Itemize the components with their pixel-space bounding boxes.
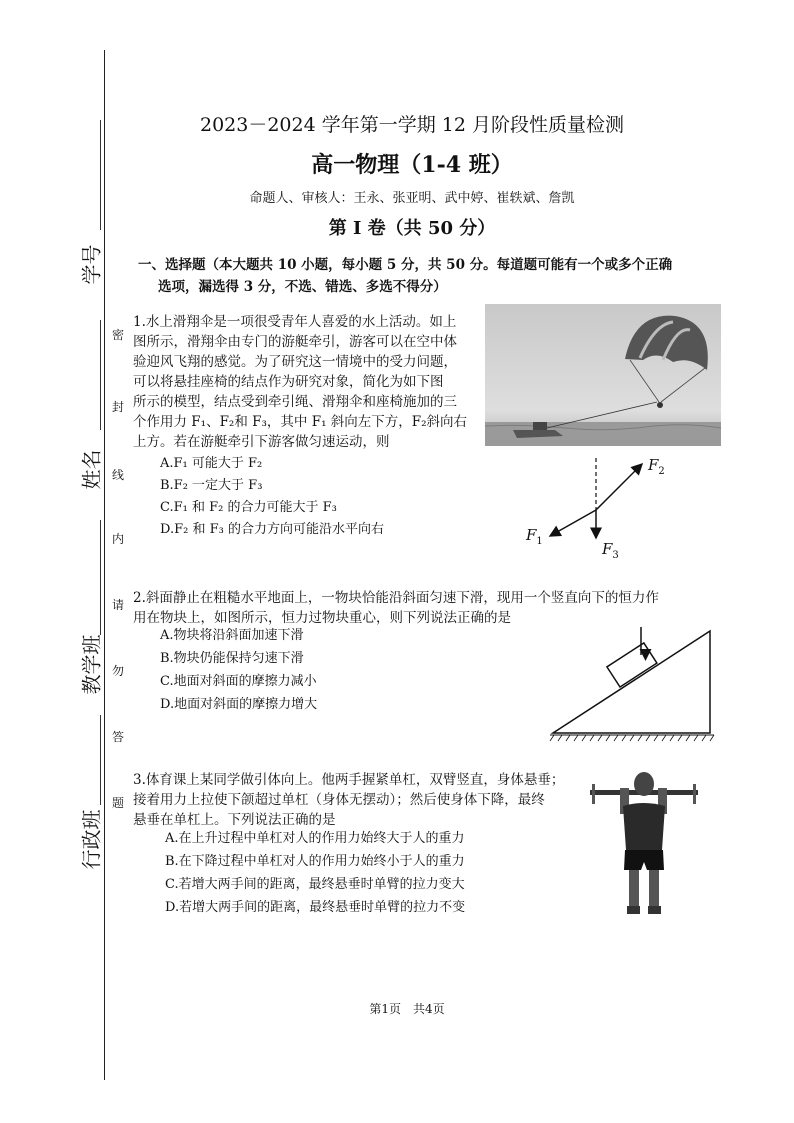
question-1-line: 个作用力 F₁、F₂和 F₃，其中 F₁ 斜向左下方，F₂斜向右 xyxy=(133,414,468,430)
seal-char: 勿 xyxy=(112,664,125,678)
pullup-photo xyxy=(590,770,698,920)
section-instructions xyxy=(138,254,708,298)
seal-char: 线 xyxy=(112,468,125,482)
seal-char: 密 xyxy=(112,328,125,342)
question-3-line: 悬垂在单杠上。下列说法正确的是 xyxy=(133,812,336,828)
incline-diagram xyxy=(548,625,718,745)
question-2-options xyxy=(160,627,460,719)
authors-line: 命题人、审核人：王永、张亚明、武中婷、崔轶斌、詹凯 xyxy=(249,191,575,206)
question-1-options xyxy=(160,455,460,543)
question-3-option-a: A.在上升过程中单杠对人的作用力始终大于人的重力 xyxy=(165,831,465,846)
instruction-line: 选项，漏选得 3 分，不选、错选、多选不得分） xyxy=(158,279,447,295)
incline-slope xyxy=(553,631,710,733)
question-2-line: 用在物块上，如图所示，恒力过物块重心，则下列说法正确的是 xyxy=(133,610,511,626)
question-1-line: 所示的模型，结点受到牵引绳、滑翔伞和座椅施加的三 xyxy=(133,394,457,410)
admin-class-field-line xyxy=(100,715,101,805)
ground-hatching xyxy=(550,735,714,741)
subject-title: 高一物理（1-4 班） xyxy=(311,152,513,178)
seal-char: 答 xyxy=(112,730,125,744)
question-3-option-b: B.在下降过程中单杠对人的作用力始终小于人的重力 xyxy=(165,854,465,869)
page-number: 第1页 共4页 xyxy=(369,1002,445,1016)
force-diagram xyxy=(520,452,680,562)
seal-char: 内 xyxy=(112,532,125,546)
instruction-line: 一、选择题（本大题共 10 小题，每小题 5 分，共 50 分。每道题可能有一个或多个正确 xyxy=(138,257,673,273)
name-label: 姓名 xyxy=(79,449,104,490)
seal-char: 封 xyxy=(112,400,125,414)
force-f1-arrow xyxy=(550,510,596,536)
seal-char: 请 xyxy=(112,598,125,612)
question-1-line: 可以将悬挂座椅的结点作为研究对象，简化为如下图 xyxy=(133,374,444,390)
sliding-block xyxy=(607,643,657,687)
section-title: 第 I 卷（共 50 分） xyxy=(328,218,496,239)
f3-label: $F_3$ xyxy=(602,540,619,561)
question-1-line: 验迎风飞翔的感觉。为了研究这一情境中的受力问题， xyxy=(133,354,457,370)
question-1-line: 上方。若在游艇牵引下游客做匀速运动，则 xyxy=(133,434,390,450)
parasailing-photo-image xyxy=(485,304,721,446)
name-field-line xyxy=(100,320,101,430)
question-3-option-c: C.若增大两手间的距离，最终悬垂时单臂的拉力变大 xyxy=(165,877,465,892)
seal-char: 题 xyxy=(112,796,125,810)
question-3-stem xyxy=(133,770,583,830)
incline-diagram-svg xyxy=(548,625,718,745)
student-id-label: 学号 xyxy=(79,244,104,285)
parasailing-photo xyxy=(485,304,721,446)
admin-class-label: 行政班 xyxy=(79,809,104,870)
question-1-option-d: D.F₂ 和 F₃ 的合力方向可能沿水平向右 xyxy=(160,522,384,537)
question-1-option-b: B.F₂ 一定大于 F₃ xyxy=(160,478,263,493)
question-3-line: 3.体育课上某同学做引体向上。他两手握紧单杠，双臂竖直，身体悬垂； xyxy=(133,772,565,788)
question-2-line: 2.斜面静止在粗糙水平地面上，一物块恰能沿斜面匀速下滑，现用一个竖直向下的恒力作 xyxy=(133,590,659,606)
question-1-line: 图所示，滑翔伞由专门的游艇牵引，游客可以在空中体 xyxy=(133,334,457,350)
question-3-option-d: D.若增大两手间的距离，最终悬垂时单臂的拉力不变 xyxy=(165,900,466,915)
question-1-option-a: A.F₁ 可能大于 F₂ xyxy=(160,456,263,471)
question-2-option-c: C.地面对斜面的摩擦力减小 xyxy=(160,674,317,689)
question-1-line: 1.水上滑翔伞是一项很受青年人喜爱的水上活动。如上 xyxy=(133,314,457,330)
question-3-line: 接着用力上拉使下颌超过单杠（身体无摆动）；然后使身体下降，最终 xyxy=(133,792,545,808)
exam-title: 2023－2024 学年第一学期 12 月阶段性质量检测 xyxy=(199,114,624,136)
teaching-class-field-line xyxy=(100,520,101,635)
question-2-option-d: D.地面对斜面的摩擦力增大 xyxy=(160,697,318,712)
question-2-option-a: A.物块将沿斜面加速下滑 xyxy=(160,628,304,643)
question-1-stem xyxy=(133,312,478,452)
question-3-options xyxy=(165,830,565,922)
question-1-option-c: C.F₁ 和 F₂ 的合力可能大于 F₃ xyxy=(160,500,337,515)
f2-label: $F_2$ xyxy=(648,456,665,477)
pullup-photo-image xyxy=(590,770,698,920)
force-f2-arrow xyxy=(596,464,642,510)
f1-label: $F_1$ xyxy=(526,526,543,547)
teaching-class-label: 教学班 xyxy=(79,634,104,695)
question-2-stem xyxy=(133,588,703,628)
question-2-option-b: B.物块仍能保持匀速下滑 xyxy=(160,651,304,666)
